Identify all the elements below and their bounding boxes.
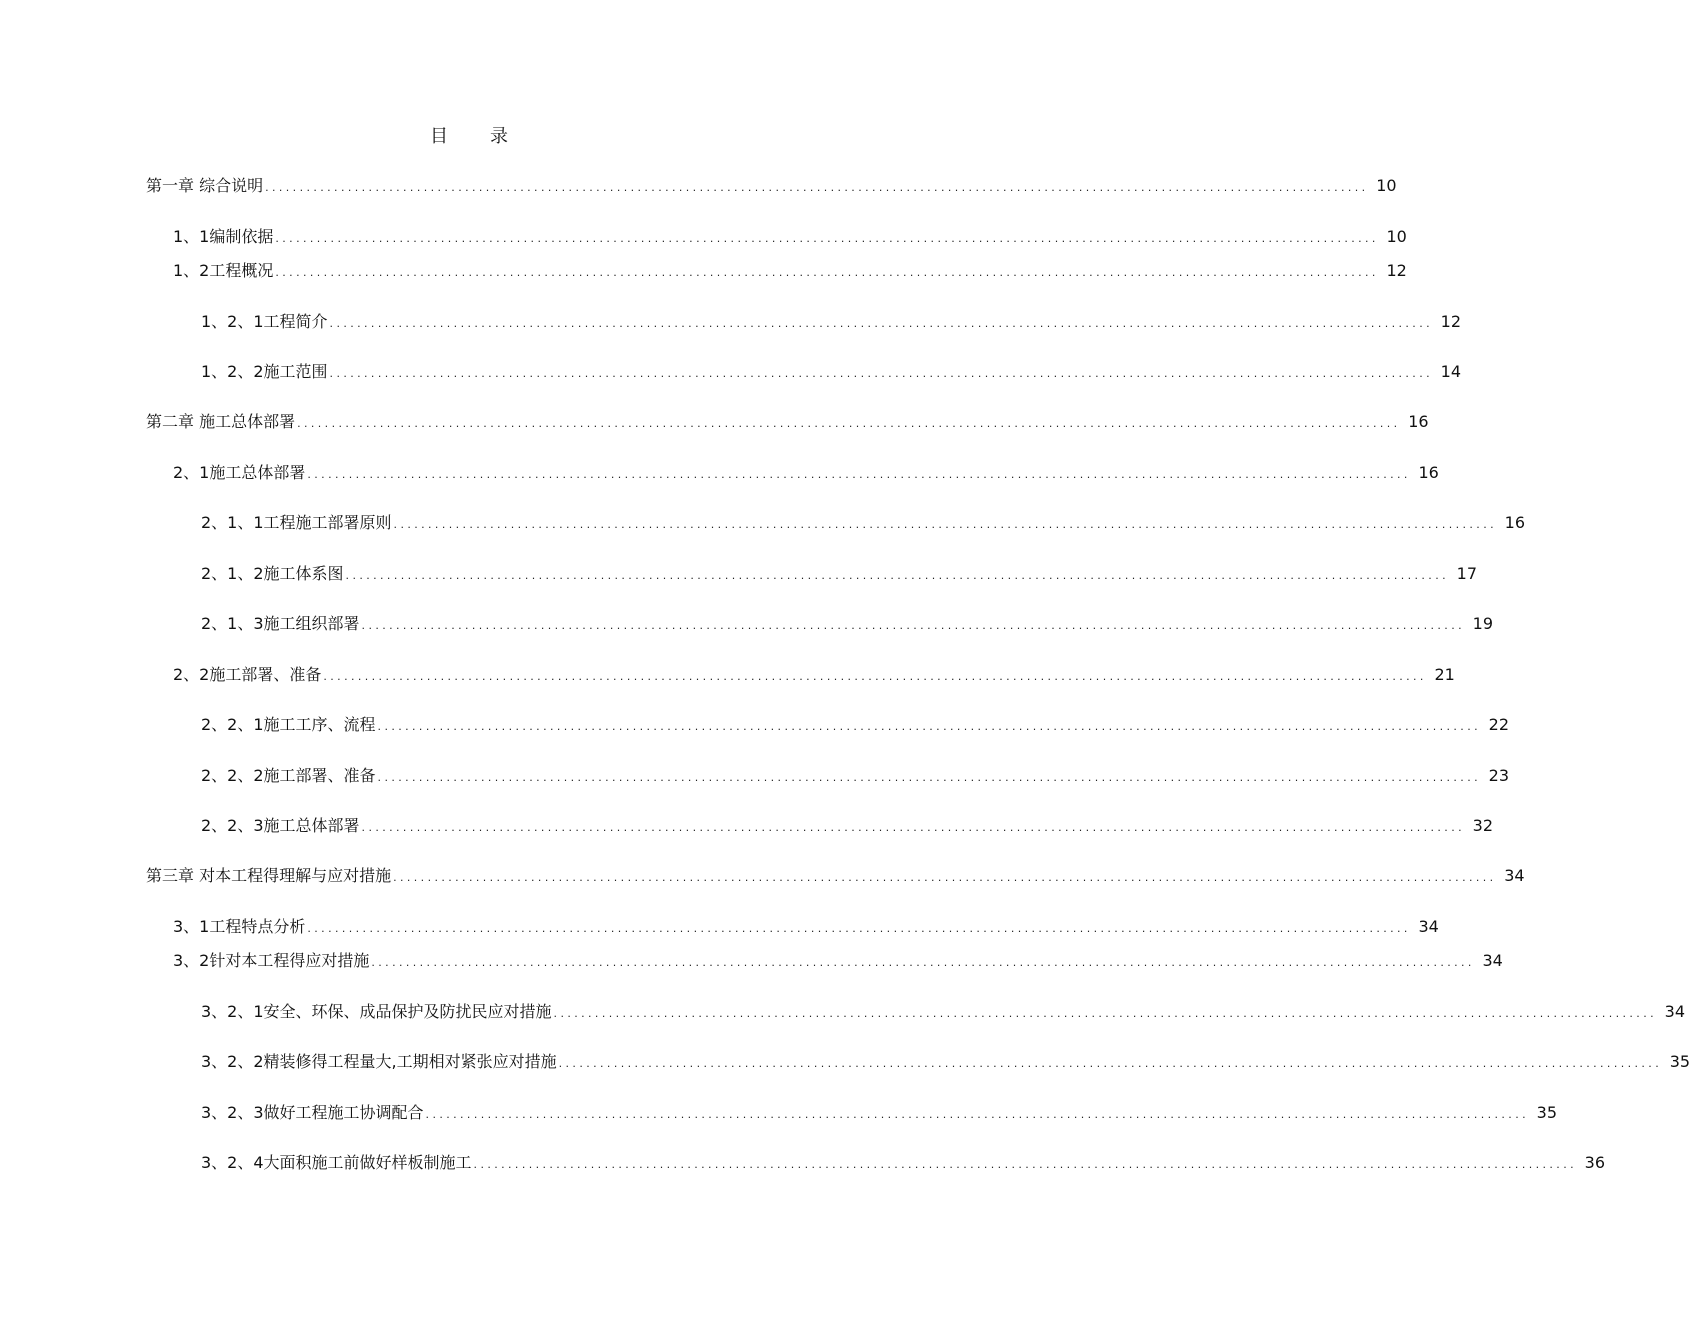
toc-entry-label: 2、2、2施工部署、准备 [201,766,376,785]
toc-entry-label: 第二章 施工总体部署 [146,412,296,431]
toc-page-number: 16 [1504,513,1525,532]
toc-page-number: 36 [1584,1153,1605,1172]
toc-entry [146,170,1397,196]
toc-entry-label: 1、1编制依据 [173,227,274,246]
toc-entry [201,608,1493,634]
toc-entry-label: 3、2、2精装修得工程量大,工期相对紧张应对措施 [201,1052,557,1071]
toc-entry [201,709,1509,735]
toc-dot-leader: ................................................................................................................................................................ [323,670,1427,683]
toc-page-number: 35 [1536,1103,1557,1122]
toc-page-number: 34 [1504,866,1525,885]
toc-dot-leader: ................................................................................................................................................................ [371,956,1475,969]
toc-dot-leader: ................................................................................................................................................................ [393,871,1497,884]
toc-entry-label: 3、2、1安全、环保、成品保护及防扰民应对措施 [201,1002,552,1021]
toc-entry-label: 3、2针对本工程得应对措施 [173,951,370,970]
toc-dot-leader: ................................................................................................................................................................ [329,317,1433,330]
toc-entry [146,406,1429,432]
toc-dot-leader: ................................................................................................................................................................ [425,1108,1529,1121]
toc-page-number: 12 [1440,312,1461,331]
toc-page-number: 35 [1669,1052,1690,1071]
toc-dot-leader: ................................................................................................................................................................ [345,569,1449,582]
toc-entry-label: 2、2施工部署、准备 [173,665,322,684]
toc-entry [173,255,1407,281]
page-title: 目 录 [430,126,520,147]
toc-entry-label: 2、1、2施工体系图 [201,564,344,583]
toc-page-number: 19 [1472,614,1493,633]
toc-page-number: 32 [1472,816,1493,835]
toc-page-number: 34 [1664,1002,1685,1021]
toc-dot-leader: ................................................................................................................................................................ [275,266,1379,279]
toc-dot-leader: ................................................................................................................................................................ [377,771,1481,784]
toc-dot-leader: ................................................................................................................................................................ [553,1007,1657,1020]
toc-entry [146,860,1525,886]
toc-page-number: 16 [1418,463,1439,482]
toc-entry [201,558,1477,584]
toc-dot-leader: ................................................................................................................................................................ [361,821,1465,834]
toc-entry-label: 2、1、1工程施工部署原则 [201,513,392,532]
toc-entry-label: 第三章 对本工程得理解与应对措施 [146,866,392,885]
toc-page-number: 12 [1386,261,1407,280]
toc-entry-label: 3、1工程特点分析 [173,917,306,936]
toc-dot-leader: ................................................................................................................................................................ [393,518,1497,531]
toc-entry-label: 2、2、3施工总体部署 [201,816,360,835]
toc-dot-leader: ................................................................................................................................................................ [265,181,1369,194]
toc-entry [201,996,1685,1022]
toc-page-number: 10 [1376,176,1397,195]
toc-page-number: 34 [1482,951,1503,970]
toc-entry [173,221,1407,247]
toc-entry [201,760,1509,786]
toc-entry-label: 2、1、3施工组织部署 [201,614,360,633]
toc-page-number: 34 [1418,917,1439,936]
toc-page-number: 10 [1386,227,1407,246]
toc-entry [173,911,1439,937]
toc-entry [201,306,1461,332]
toc-entry [201,1097,1557,1123]
toc-entry-label: 第一章 综合说明 [146,176,264,195]
toc-dot-leader: ................................................................................................................................................................ [558,1057,1663,1070]
toc-page-number: 22 [1488,715,1509,734]
toc-page-number: 16 [1408,412,1429,431]
toc-entry [201,1046,1690,1072]
toc-entry-label: 2、1施工总体部署 [173,463,306,482]
toc-entry [201,356,1461,382]
toc-page-number: 14 [1440,362,1461,381]
toc-dot-leader: ................................................................................................................................................................ [473,1158,1577,1171]
toc-entry-label: 3、2、4大面积施工前做好样板制施工 [201,1153,472,1172]
toc-dot-leader: ................................................................................................................................................................ [329,367,1433,380]
toc-entry [173,457,1439,483]
toc-dot-leader: ................................................................................................................................................................ [297,417,1401,430]
toc-dot-leader: ................................................................................................................................................................ [377,720,1481,733]
toc-entry [173,659,1455,685]
toc-entry-label: 1、2、1工程简介 [201,312,328,331]
toc-dot-leader: ................................................................................................................................................................ [307,468,1411,481]
toc-entry [201,507,1525,533]
toc-entry [201,810,1493,836]
toc-page-number: 23 [1488,766,1509,785]
toc-entry [173,945,1503,971]
toc-entry-label: 1、2工程概况 [173,261,274,280]
toc-page-number: 17 [1456,564,1477,583]
toc-entry-label: 2、2、1施工工序、流程 [201,715,376,734]
toc-page-number: 21 [1434,665,1455,684]
toc-dot-leader: ................................................................................................................................................................ [307,922,1411,935]
toc-entry [201,1147,1605,1173]
toc-dot-leader: ................................................................................................................................................................ [361,619,1465,632]
toc-entry-label: 3、2、3做好工程施工协调配合 [201,1103,424,1122]
toc-dot-leader: ................................................................................................................................................................ [275,232,1379,245]
toc-entry-label: 1、2、2施工范围 [201,362,328,381]
